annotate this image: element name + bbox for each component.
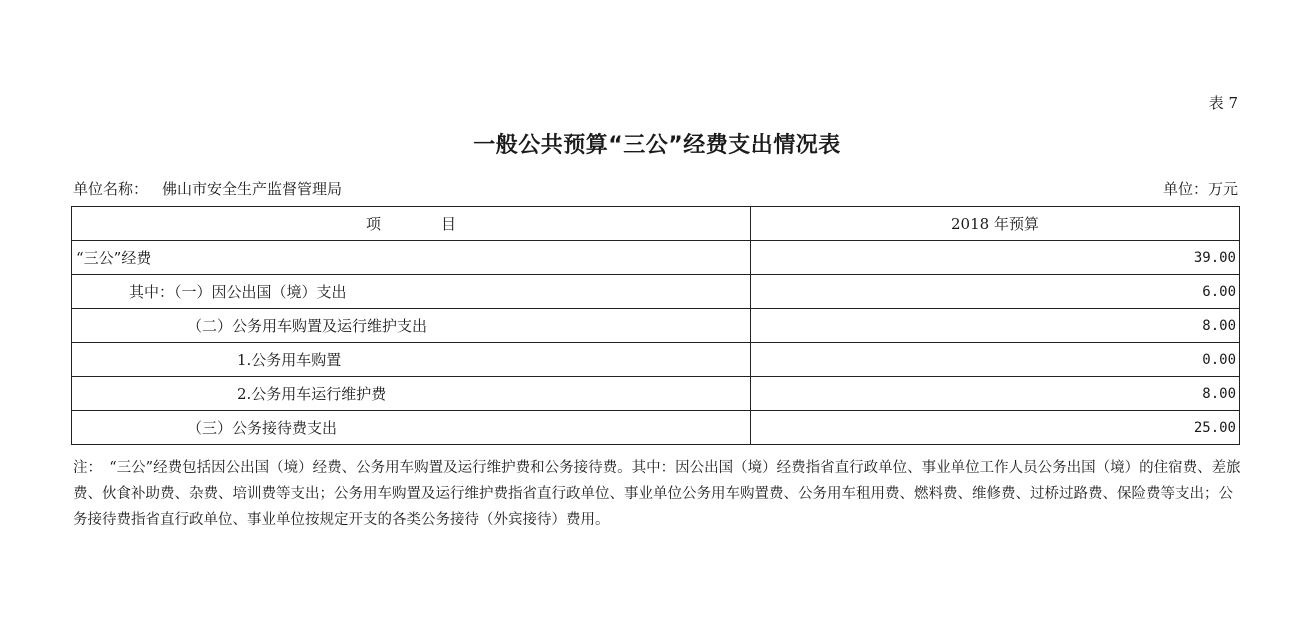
header-budget: 2018 年预算 — [751, 207, 1240, 241]
table-row — [72, 411, 1240, 445]
unit-name-value: 佛山市安全生产监督管理局 — [162, 180, 343, 198]
row-label: （二）公务用车购置及运行维护支出 — [72, 309, 751, 343]
table-number: 表 7 — [1208, 94, 1238, 112]
row-value: 8.00 — [751, 309, 1240, 343]
table-row — [72, 241, 1240, 275]
unit-name — [73, 178, 342, 199]
table-row — [72, 309, 1240, 343]
table-row — [72, 343, 1240, 377]
footnote: 注： “三公”经费包括因公出国（境）经费、公务用车购置及运行维护费和公务接待费。其中：因公出国（境）经费指省直行政单位、事业单位工作人员公务出国（境）的住宿费、差旅费、伙食补助费、杂费、培训费等支出；公务用车购置及运行维护费指省直行政单位、事业单位公务用车购置费、公务用车租用费、燃料费、维修费、过桥过路费、保险费等支出；公务接待费指省直行政单位、事业单位按规定开支的各类公务接待（外宾接待）费用。 — [73, 460, 1241, 528]
row-value: 39.00 — [751, 241, 1240, 275]
row-value: 0.00 — [751, 343, 1240, 377]
row-value: 6.00 — [751, 275, 1240, 309]
table-row — [72, 275, 1240, 309]
row-label: 其中：（一）因公出国（境）支出 — [72, 275, 751, 309]
row-label: （三）公务接待费支出 — [72, 411, 751, 445]
table-row — [72, 377, 1240, 411]
row-label: 2.公务用车运行维护费 — [72, 377, 751, 411]
header-item: 项 目 — [72, 207, 751, 241]
row-label: “三公”经费 — [72, 241, 751, 275]
table-header-row — [72, 207, 1240, 241]
unit-name-label: 单位名称： — [73, 180, 149, 198]
row-label: 1.公务用车购置 — [72, 343, 751, 377]
row-value: 8.00 — [751, 377, 1240, 411]
page-title: 一般公共预算“三公”经费支出情况表 — [473, 133, 841, 158]
budget-table — [71, 206, 1240, 445]
currency-unit: 单位：万元 — [1162, 180, 1238, 198]
row-value: 25.00 — [751, 411, 1240, 445]
